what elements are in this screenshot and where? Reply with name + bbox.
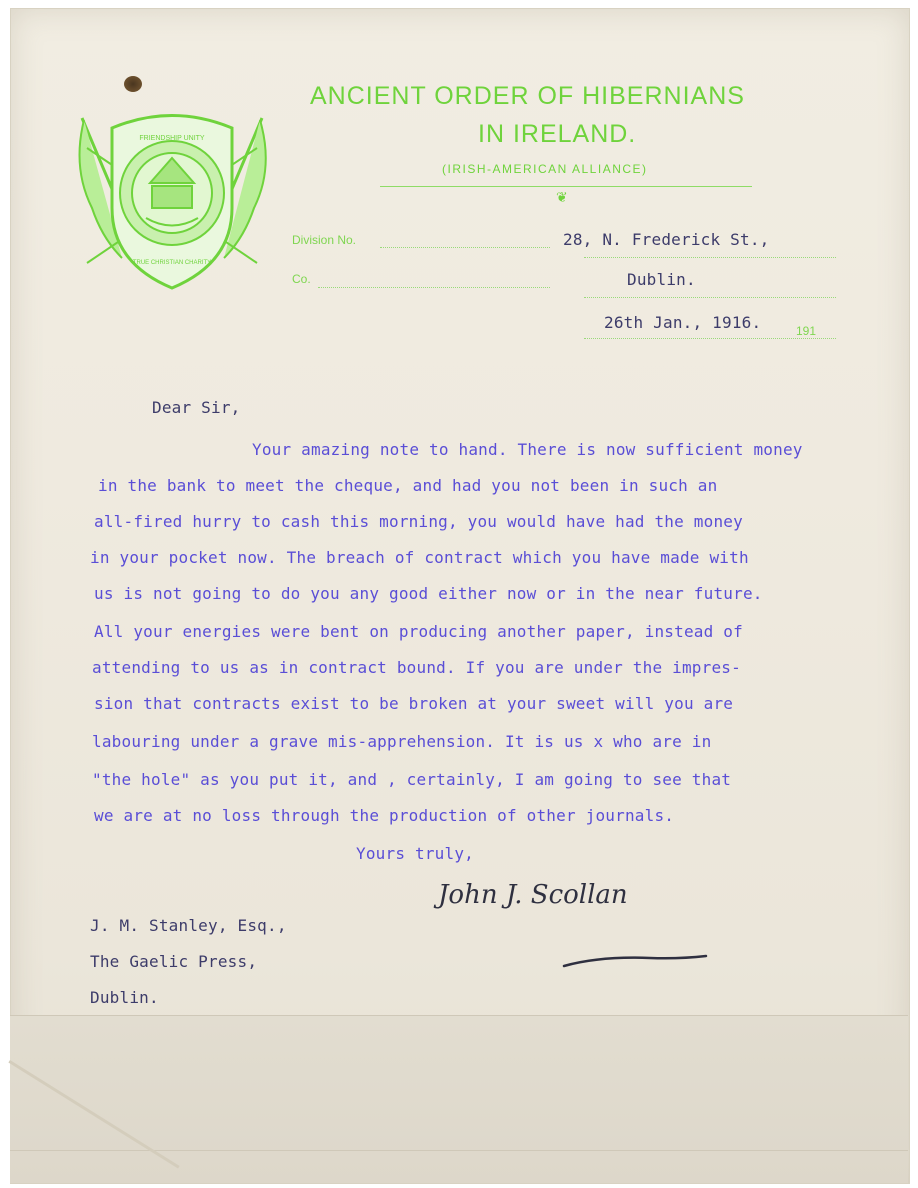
body-line: we are at no loss through the production of other journals. bbox=[94, 806, 675, 825]
body-line: us is not going to do you any good either now or in the near future. bbox=[94, 584, 763, 603]
body-line: in the bank to meet the cheque, and had you not been in such an bbox=[98, 476, 718, 495]
emblem-motto-bottom: TRUE CHRISTIAN CHARITY bbox=[132, 260, 212, 266]
address-line-dots bbox=[584, 256, 836, 258]
letterhead-ornament: ❦ bbox=[556, 190, 568, 206]
letterhead-title-line1: ANCIENT ORDER OF HIBERNIANS bbox=[310, 82, 745, 110]
fold-edge bbox=[10, 1150, 908, 1151]
city-line-dots bbox=[584, 296, 836, 298]
body-line: sion that contracts exist to be broken at your sweet will you are bbox=[94, 694, 734, 713]
sender-address-line1: 28, N. Frederick St., bbox=[563, 230, 770, 249]
emblem-motto-top: FRIENDSHIP UNITY bbox=[139, 135, 205, 142]
body-line: in your pocket now. The breach of contract which you have made with bbox=[90, 548, 749, 567]
letterhead-rule bbox=[380, 186, 752, 187]
body-line: attending to us as in contract bound. If you are under the impres- bbox=[92, 658, 741, 677]
co-line bbox=[318, 286, 550, 288]
co-label: Co. bbox=[292, 272, 311, 286]
body-line: Your amazing note to hand. There is now sufficient money bbox=[252, 440, 803, 459]
letter-date: 26th Jan., 1916. bbox=[604, 313, 762, 332]
recipient-company: The Gaelic Press, bbox=[90, 952, 258, 971]
paper-fold bbox=[10, 1015, 908, 1183]
sender-address-line2: Dublin. bbox=[627, 270, 696, 289]
division-line bbox=[380, 246, 550, 248]
salutation: Dear Sir, bbox=[152, 398, 241, 417]
signature-flourish bbox=[560, 948, 710, 972]
letterhead-subtitle: (IRISH-AMERICAN ALLIANCE) bbox=[442, 162, 648, 176]
year-prefix: 191 bbox=[796, 324, 817, 338]
body-line: all-fired hurry to cash this morning, you would have had the money bbox=[94, 512, 743, 531]
date-line-dots bbox=[584, 337, 836, 339]
recipient-name: J. M. Stanley, Esq., bbox=[90, 916, 287, 935]
body-line: labouring under a grave mis-apprehension. It is us x who are in bbox=[92, 732, 712, 751]
recipient-city: Dublin. bbox=[90, 988, 159, 1007]
closing: Yours truly, bbox=[356, 844, 474, 863]
signature: John J. Scollan bbox=[438, 880, 628, 910]
division-label: Division No. bbox=[292, 233, 357, 247]
body-line: "the hole" as you put it, and , certainly, I am going to see that bbox=[92, 770, 732, 789]
letterhead-title-line2: IN IRELAND. bbox=[478, 120, 637, 148]
hibernian-emblem-icon bbox=[62, 88, 282, 308]
body-line: All your energies were bent on producing another paper, instead of bbox=[94, 622, 743, 641]
